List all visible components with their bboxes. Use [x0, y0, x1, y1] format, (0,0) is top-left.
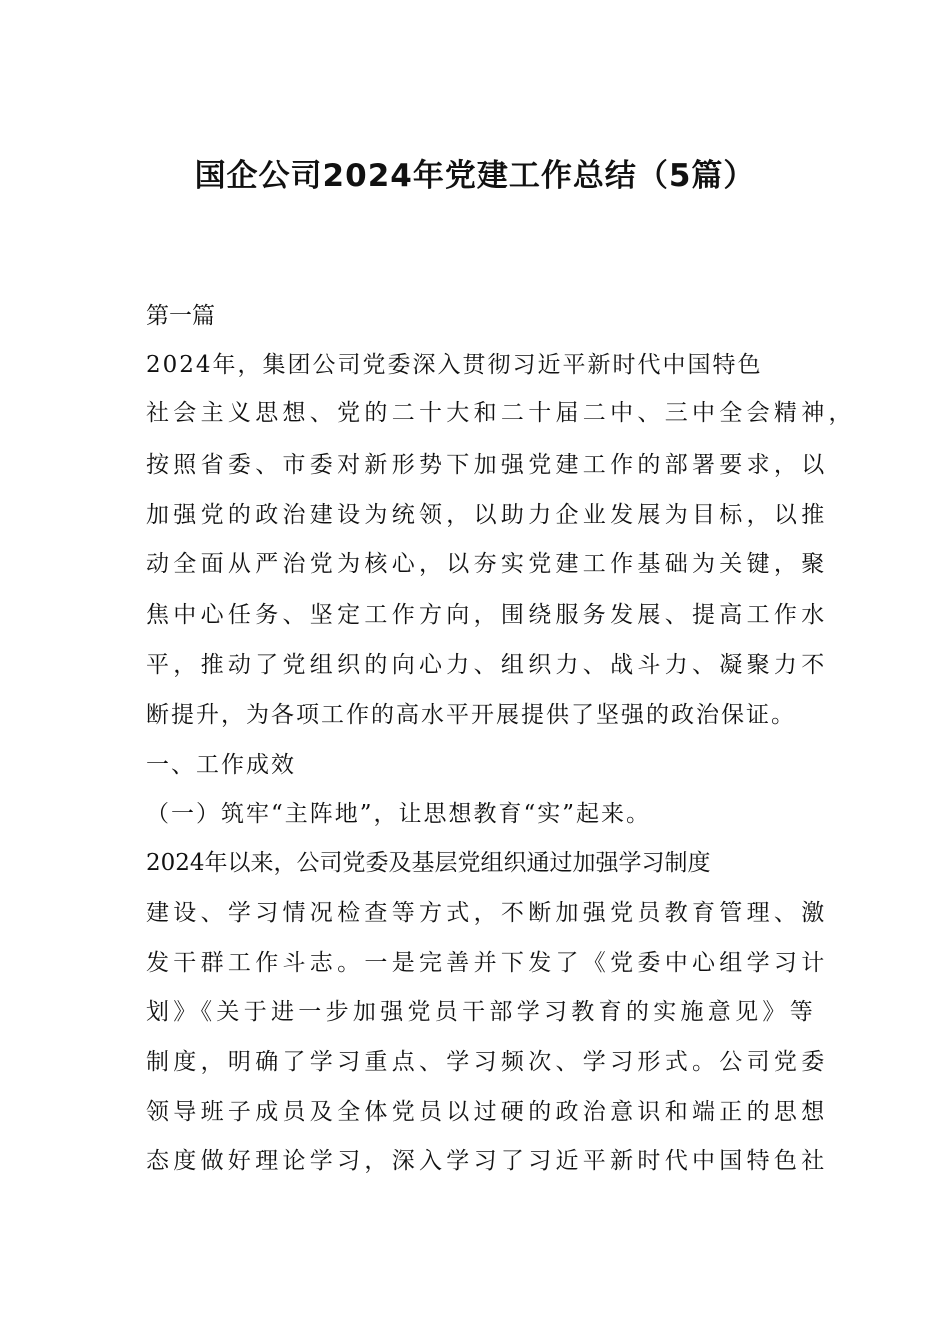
paragraph-line: 加强党的政治建设为统领，以助力企业发展为目标，以推 — [146, 502, 829, 528]
paragraph-line: 建设、学习情况检查等方式，不断加强党员教育管理、激 — [146, 900, 829, 926]
paragraph-line: 发干群工作斗志。一是完善并下发了《党委中心组学习计 — [146, 950, 829, 976]
paragraph-line: 制度，明确了学习重点、学习频次、学习形式。公司党委 — [146, 1049, 829, 1075]
paragraph-line: 社会主义思想、党的二十大和二十届二中、三中全会精神， — [146, 400, 856, 426]
paragraph-line: 按照省委、市委对新形势下加强党建工作的部署要求，以 — [146, 452, 829, 478]
document-title: 国企公司2024年党建工作总结（5篇） — [194, 158, 756, 194]
section-heading: 一、工作成效 — [146, 752, 296, 778]
paragraph-line: 2024年，集团公司党委深入贯彻习近平新时代中国特色 — [146, 352, 763, 378]
paragraph-line: 动全面从严治党为核心，以夯实党建工作基础为关键，聚 — [146, 551, 829, 577]
paragraph-line: 焦中心任务、坚定工作方向，围绕服务发展、提高工作水 — [146, 602, 829, 628]
subsection-heading: （一）筑牢“主阵地”，让思想教育“实”起来。 — [146, 801, 652, 827]
section-label: 第一篇 — [146, 303, 215, 329]
paragraph-line: 平，推动了党组织的向心力、组织力、战斗力、凝聚力不 — [146, 652, 829, 678]
paragraph-line: 断提升，为各项工作的高水平开展提供了坚强的政治保证。 — [146, 702, 796, 728]
paragraph-line: 2024年以来，公司党委及基层党组织通过加强学习制度 — [146, 850, 711, 876]
paragraph-line: 领导班子成员及全体党员以过硬的政治意识和端正的思想 — [146, 1099, 829, 1125]
paragraph-line: 划》《关于进一步加强党员干部学习教育的实施意见》等 — [146, 999, 817, 1025]
paragraph-line: 态度做好理论学习，深入学习了习近平新时代中国特色社 — [146, 1148, 829, 1174]
